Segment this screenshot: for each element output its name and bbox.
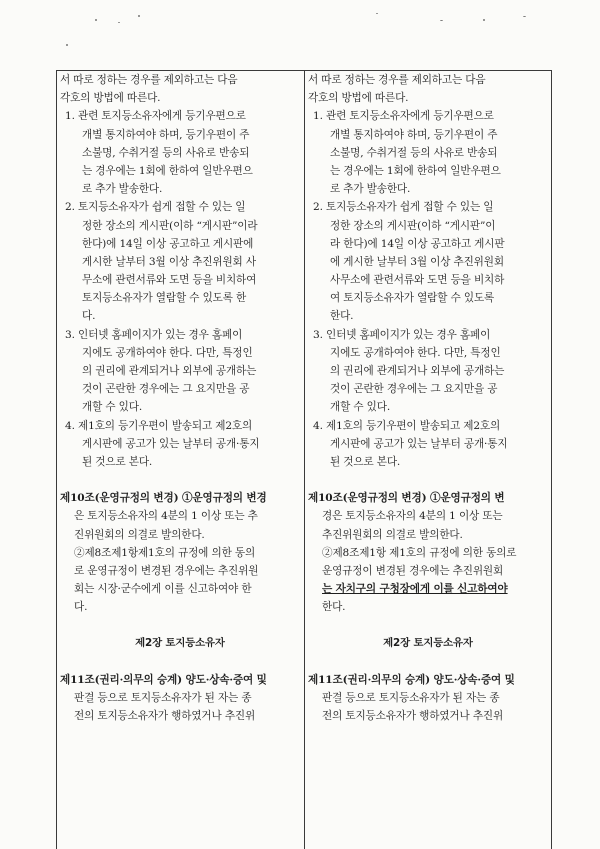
- text-line: 개별 통지하여야 하며, 등기우편이 주: [82, 128, 250, 141]
- article-11-heading: 제11조(권리·의무의 승계) 양도·상속·증여 및: [308, 673, 515, 686]
- text-line: 판결 등으로 토지등소유자가 된 자는 종: [322, 691, 500, 704]
- left-column: [60, 71, 300, 725]
- article-11-heading: 제11조(권리·의무의 승계) 양도·상속·증여 및: [60, 673, 267, 686]
- text-line: 3. 인터넷 홈페이지가 있는 경우 홈페이: [313, 328, 491, 341]
- chapter-heading: 제2장 토지등소유자: [383, 637, 473, 650]
- text-line: 추진위원회의 의결로 발의한다.: [322, 528, 463, 541]
- text-line: 경은 토지등소유자의 4분의 1 이상 또는: [322, 510, 503, 523]
- scan-speck: [376, 13, 378, 14]
- amended-text-line: 는 자치구의 구청장에게 이를 신고하여야: [322, 583, 508, 596]
- text-line: 여 토지등소유자가 열람할 수 있도록: [330, 292, 495, 305]
- scan-speck: [118, 22, 120, 23]
- spacer: [60, 471, 300, 489]
- text-line: 1. 관련 토지등소유자에게 등기우편으로: [65, 110, 246, 123]
- text-line: 된 것으로 본다.: [330, 455, 401, 468]
- text-line: 2. 토지등소유자가 쉽게 접할 수 있는 일: [313, 201, 494, 214]
- text-line: 것이 곤란한 경우에는 그 요지만을 공: [330, 383, 498, 396]
- text-line: 지에도 공개하여야 한다. 다만, 특정인: [82, 346, 253, 359]
- text-line: 전의 토지등소유자가 행하였거나 추진위: [322, 710, 504, 722]
- spacer: [60, 616, 300, 634]
- text-line: 3. 인터넷 홈페이지가 있는 경우 홈페이: [65, 328, 243, 341]
- spacer: [308, 471, 548, 489]
- text-line: 에 게시한 날부터 3월 이상 추진위원회: [330, 255, 504, 268]
- scan-speck: [440, 20, 443, 21]
- text-line: 개할 수 있다.: [330, 401, 391, 414]
- text-line: 정한 장소의 게시판(이하 “게시판”이라: [82, 219, 258, 232]
- text-line: 다.: [74, 601, 88, 614]
- text-line: 4. 제1호의 등기우편이 발송되고 제2호의: [65, 419, 253, 432]
- text-line: 지에도 공개하여야 한다. 다만, 특정인: [330, 346, 501, 359]
- text-line: 진위원회의 의결로 발의한다.: [74, 528, 205, 541]
- text-line: 로 추가 발송한다.: [82, 183, 163, 196]
- text-line: 은 토지등소유자의 4분의 1 이상 또는 추: [74, 510, 258, 523]
- text-line: 된 것으로 본다.: [82, 455, 153, 468]
- comparison-table: [56, 70, 552, 849]
- text-line: 각호의 방법에 따른다.: [60, 92, 161, 105]
- right-column: [308, 71, 548, 725]
- text-line: 토지등소유자가 열람할 수 있도록 한: [82, 292, 247, 305]
- text-line: 소불명, 수취거절 등의 사유로 반송되: [330, 146, 498, 159]
- text-line: 서 따로 정하는 경우를 제외하고는 다음: [60, 74, 238, 86]
- text-line: ②제8조제1항제1호의 규정에 의한 동의: [74, 546, 256, 559]
- text-line: 판결 등으로 토지등소유자가 된 자는 종: [74, 691, 252, 704]
- text-line: 개별 통지하여야 하며, 등기우편이 주: [330, 128, 498, 141]
- article-10-heading: 제10조(운영규정의 변경) ①운영규정의 변경: [60, 492, 267, 505]
- scan-speck: [523, 16, 526, 17]
- text-line: 소불명, 수취거절 등의 사유로 반송되: [82, 146, 250, 159]
- text-line: 전의 토지등소유자가 행하였거나 추진위: [74, 710, 256, 722]
- text-line: 게시판에 공고가 있는 날부터 공개·통지: [330, 437, 508, 450]
- text-line: 의 권리에 관계되거나 외부에 공개하는: [330, 365, 505, 377]
- text-line: 다.: [82, 310, 96, 323]
- text-line: 로 운영규정이 변경된 경우에는 추진위원: [74, 564, 259, 577]
- scan-speck: [66, 44, 68, 46]
- text-line: 1. 관련 토지등소유자에게 등기우편으로: [313, 110, 494, 123]
- scan-speck: [483, 19, 485, 21]
- spacer: [60, 653, 300, 671]
- column-divider: [304, 71, 305, 849]
- text-line: 운영규정이 변경된 경우에는 추진위원회: [322, 564, 504, 577]
- text-line: 서 따로 정하는 경우를 제외하고는 다음: [308, 74, 486, 86]
- spacer: [308, 616, 548, 634]
- text-line: 회는 시장·군수에게 이를 신고하여야 한: [74, 583, 252, 596]
- text-line: 한다.: [330, 310, 354, 323]
- spacer: [308, 653, 548, 671]
- article-10-heading: 제10조(운영규정의 변경) ①운영규정의 변: [308, 492, 505, 505]
- text-line: 정한 장소의 게시판(이하 “게시판”이: [330, 219, 496, 232]
- scan-speck: [95, 19, 97, 21]
- scan-speck: [138, 15, 140, 17]
- text-line: 개할 수 있다.: [82, 401, 143, 414]
- text-line: 게시판에 공고가 있는 날부터 공개·통지: [82, 437, 260, 450]
- text-line: 한다)에 14일 이상 공고하고 게시판에: [82, 237, 254, 250]
- text-line: 는 경우에는 1회에 한하여 일반우편으: [330, 164, 501, 177]
- text-line: 4. 제1호의 등기우편이 발송되고 제2호의: [313, 419, 501, 432]
- text-line: 의 권리에 관계되거나 외부에 공개하는: [82, 365, 257, 377]
- text-line: ②제8조제1항 제1호의 규정에 의한 동의로: [322, 546, 517, 559]
- text-line: 것이 곤란한 경우에는 그 요지만을 공: [82, 383, 250, 396]
- text-line: 무소에 관련서류와 도면 등을 비치하여: [82, 274, 257, 287]
- text-line: 게시한 날부터 3월 이상 추진위원회 사: [82, 255, 256, 268]
- chapter-heading: 제2장 토지등소유자: [135, 637, 225, 650]
- text-line: 한다.: [322, 601, 346, 614]
- text-line: 는 경우에는 1회에 한하여 일반우편으: [82, 164, 253, 177]
- text-line: 2. 토지등소유자가 쉽게 접할 수 있는 일: [65, 201, 246, 214]
- text-line: 사무소에 관련서류와 도면 등을 비치하: [330, 274, 505, 287]
- text-line: 각호의 방법에 따른다.: [308, 92, 409, 105]
- text-line: 로 추가 발송한다.: [330, 183, 411, 196]
- text-line: 라 한다)에 14일 이상 공고하고 게시판: [330, 237, 505, 250]
